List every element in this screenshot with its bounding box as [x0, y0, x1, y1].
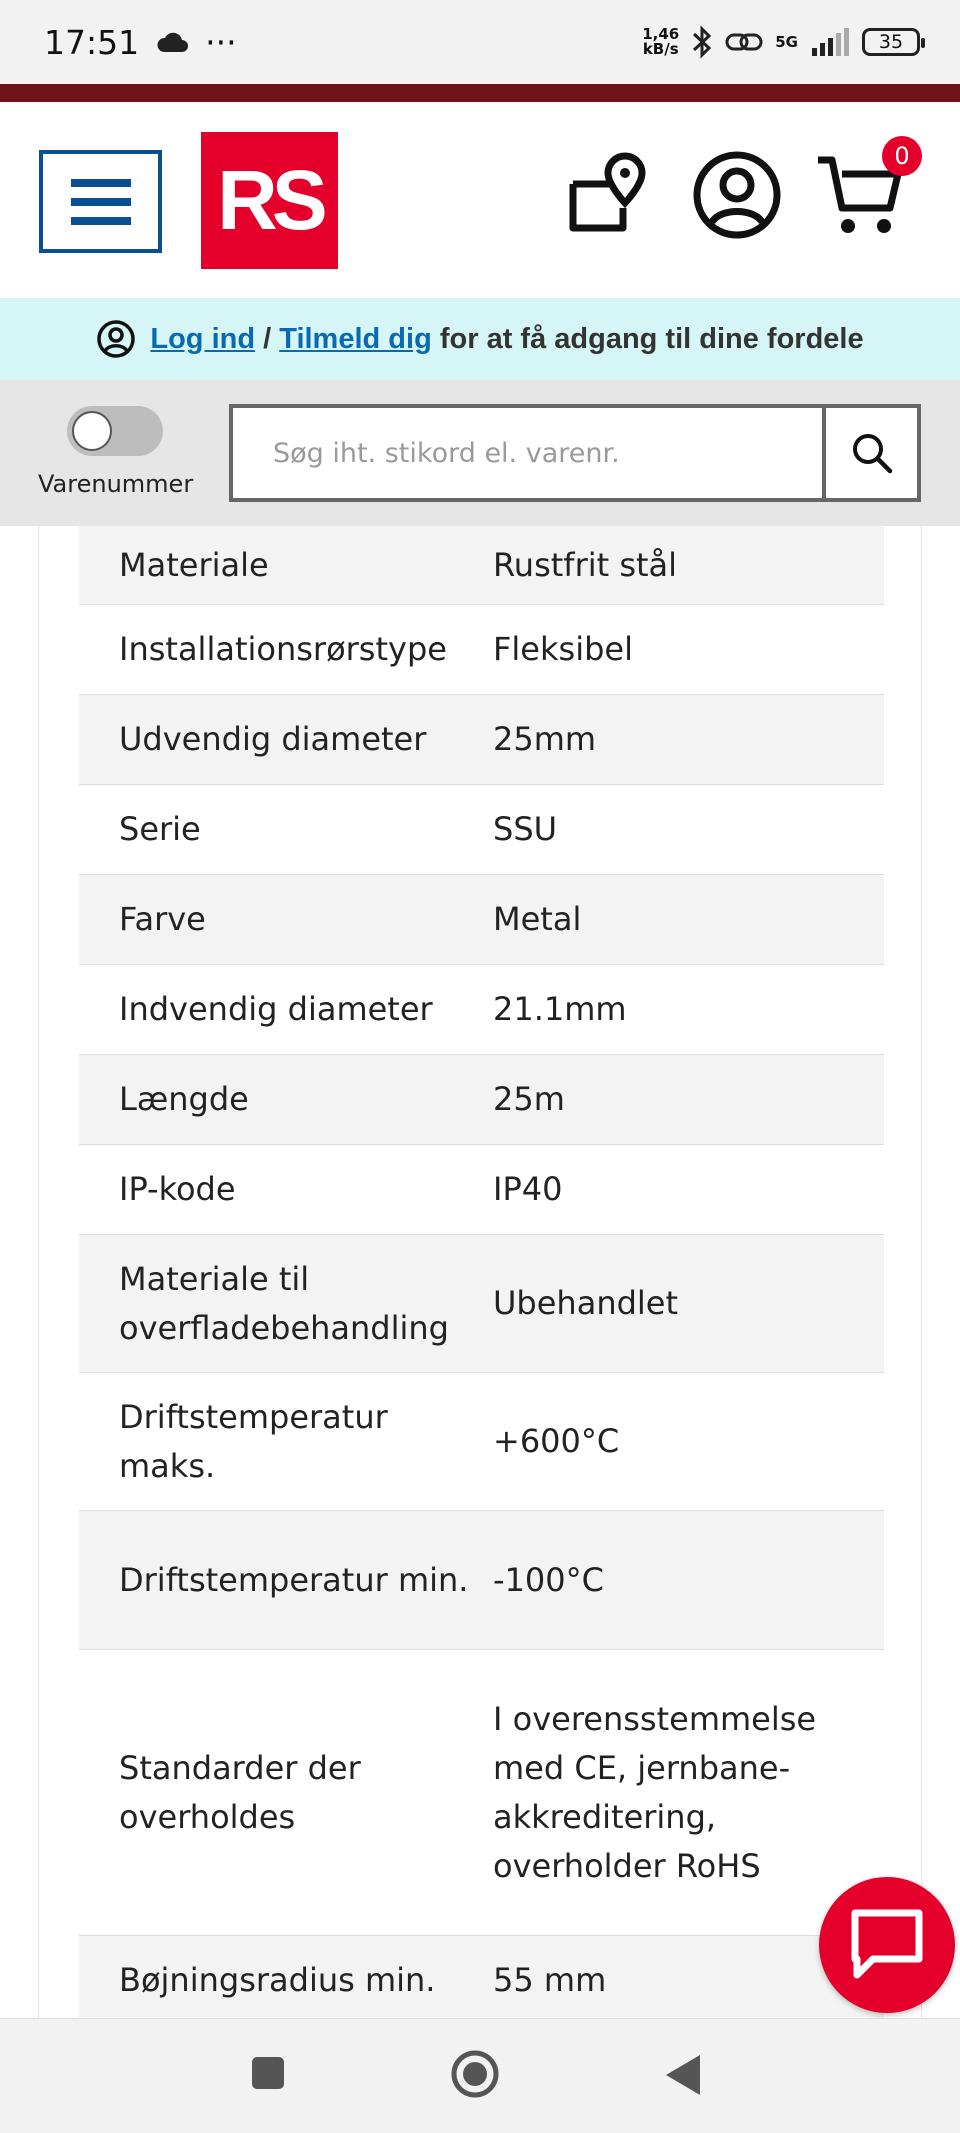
status-more: ···	[205, 22, 237, 62]
spec-row	[79, 965, 884, 1055]
spec-key: Installationsrørstype	[119, 630, 447, 668]
toggle-label: Varenummer	[38, 470, 194, 498]
battery-indicator: 35	[862, 28, 920, 56]
back-button[interactable]	[664, 2053, 704, 2097]
menu-icon-line	[71, 179, 131, 187]
specs-card	[38, 526, 922, 2018]
recent-apps-button[interactable]	[248, 2053, 288, 2093]
network-type: 5G	[775, 33, 798, 51]
chat-icon	[845, 1903, 929, 1987]
spec-value: Ubehandlet	[493, 1284, 679, 1322]
spec-key: IP-kode	[119, 1170, 236, 1208]
menu-icon-line	[71, 217, 131, 225]
search-area	[0, 380, 960, 526]
link-icon	[725, 30, 763, 54]
spec-key: Driftstemperatur maks.	[119, 1397, 388, 1485]
banner-text: for at få adgang til dine fordele	[439, 322, 864, 355]
system-nav-bar	[0, 2018, 960, 2133]
spec-value: +600°C	[493, 1422, 620, 1460]
search-icon	[850, 431, 894, 475]
spec-key: Farve	[119, 900, 206, 938]
toggle-knob	[72, 411, 112, 451]
spec-value: 25m	[493, 1080, 565, 1118]
menu-icon-line	[71, 198, 131, 206]
spec-key: Materiale til overfladebehandling	[119, 1259, 449, 1347]
spec-row	[79, 605, 884, 695]
accent-bar	[0, 84, 960, 102]
spec-value: IP40	[493, 1170, 563, 1208]
spec-row	[79, 1511, 884, 1650]
spec-value: 55 mm	[493, 1961, 607, 1999]
spec-value: Metal	[493, 900, 582, 938]
spec-value: 21.1mm	[493, 990, 627, 1028]
spec-row	[79, 1235, 884, 1373]
rs-logo[interactable]: RS	[201, 132, 338, 269]
spec-row	[79, 1936, 884, 2018]
account-icon[interactable]	[692, 150, 782, 240]
cloud-icon	[155, 31, 189, 53]
spec-row	[79, 785, 884, 875]
user-icon	[96, 319, 136, 359]
spec-row	[79, 1373, 884, 1511]
spec-key: Serie	[119, 810, 201, 848]
search-button[interactable]	[822, 404, 921, 502]
spec-row	[79, 875, 884, 965]
spec-key: Indvendig diameter	[119, 990, 433, 1028]
spec-value: -100°C	[493, 1560, 604, 1599]
login-link[interactable]: Log ind	[150, 322, 256, 355]
spec-key: Bøjningsradius min.	[119, 1961, 436, 1999]
search-input[interactable]	[229, 404, 824, 502]
spec-value: 25mm	[493, 720, 597, 758]
chat-button[interactable]	[819, 1877, 955, 2013]
cart-count-badge: 0	[882, 136, 922, 176]
spec-row	[79, 526, 884, 605]
spec-value: Fleksibel	[493, 630, 633, 668]
bluetooth-icon	[691, 25, 713, 59]
banner-separator: /	[263, 322, 272, 355]
login-banner	[0, 298, 960, 380]
product-specs-section	[0, 526, 960, 2018]
part-number-toggle[interactable]	[67, 406, 163, 456]
status-bar	[0, 0, 960, 84]
spec-key: Udvendig diameter	[119, 720, 427, 758]
signup-link[interactable]: Tilmeld dig	[279, 322, 432, 355]
spec-row	[79, 695, 884, 785]
spec-key: Driftstemperatur min.	[119, 1560, 469, 1599]
spec-key: Længde	[119, 1080, 249, 1118]
spec-value: I overensstemmelse med CE, jernbane-akkreditering, overholder RoHS	[493, 1699, 817, 1885]
spec-table	[79, 526, 884, 2018]
spec-key: Standarder der overholdes	[119, 1748, 361, 1836]
spec-row	[79, 1145, 884, 1235]
home-button[interactable]	[450, 2049, 500, 2099]
spec-row	[79, 1650, 884, 1936]
site-header	[0, 102, 960, 298]
store-locator-icon[interactable]	[565, 150, 655, 240]
spec-row	[79, 1055, 884, 1145]
spec-value: SSU	[493, 810, 558, 848]
status-time: 17:51	[44, 22, 140, 62]
menu-button[interactable]	[39, 150, 162, 253]
network-speed: 1,46 kB/s	[642, 25, 680, 58]
signal-icon	[810, 28, 850, 56]
spec-value: Rustfrit stål	[493, 545, 678, 584]
spec-key: Materiale	[119, 545, 269, 584]
